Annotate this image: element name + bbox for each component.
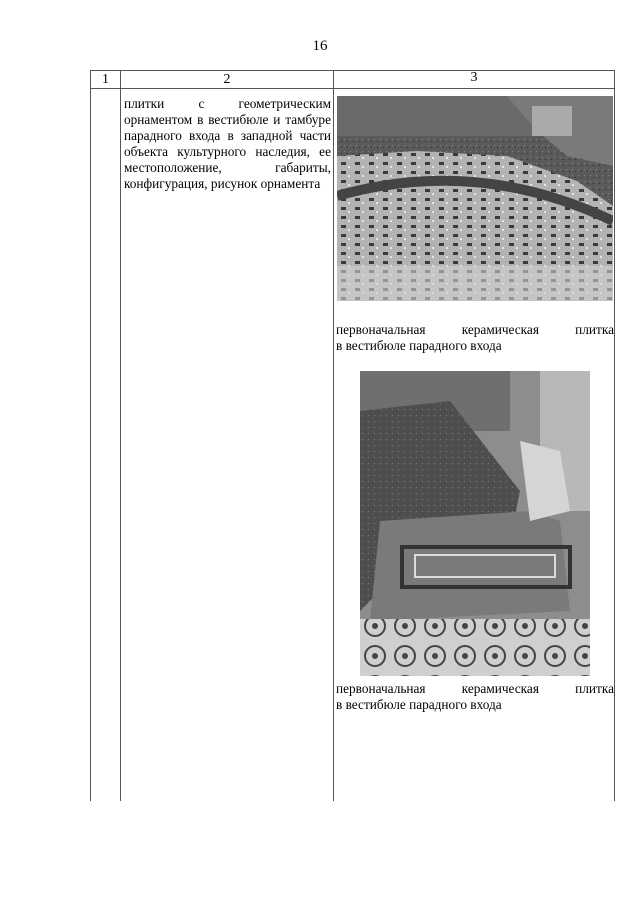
column-divider-1 [120, 70, 121, 801]
table-left-border [90, 70, 91, 801]
vestibule-tile-photo-2 [360, 371, 590, 676]
element-description: плитки с геометрическим орнаментом в вестибюле и тамбуре парадного входа в западной части объекта культурного наследия, ее местоположение, габариты, конфигурация, рисунок орнамента [124, 96, 331, 191]
caption-2-line-2: в вестибюле парадного входа [336, 697, 502, 712]
table-right-border [614, 70, 615, 801]
page-number: 16 [312, 38, 328, 54]
caption-1-line-1 [336, 322, 614, 338]
header-col-2: 2 [223, 72, 231, 87]
caption-2-line-1 [336, 681, 614, 697]
header-col-3: 3 [470, 70, 478, 85]
header-bottom-border [90, 88, 614, 89]
caption-1-word-2: керамическая [461, 322, 539, 337]
caption-2-word-3: плитка [575, 681, 614, 696]
photo-caption-2 [336, 681, 614, 713]
column-divider-2 [333, 70, 334, 801]
caption-1-line-2: в вестибюле парадного входа [336, 338, 502, 353]
photo-2-drawing [360, 371, 590, 676]
caption-1-word-1: первоначальная [336, 322, 426, 337]
caption-2-word-1: первоначальная [336, 681, 426, 696]
caption-1-word-3: плитка [575, 322, 614, 337]
photo-1-drawing [337, 96, 613, 301]
header-col-1: 1 [102, 72, 109, 87]
photo-caption-1 [336, 322, 614, 354]
vestibule-tile-photo-1 [337, 96, 613, 301]
caption-2-word-2: керамическая [461, 681, 539, 696]
